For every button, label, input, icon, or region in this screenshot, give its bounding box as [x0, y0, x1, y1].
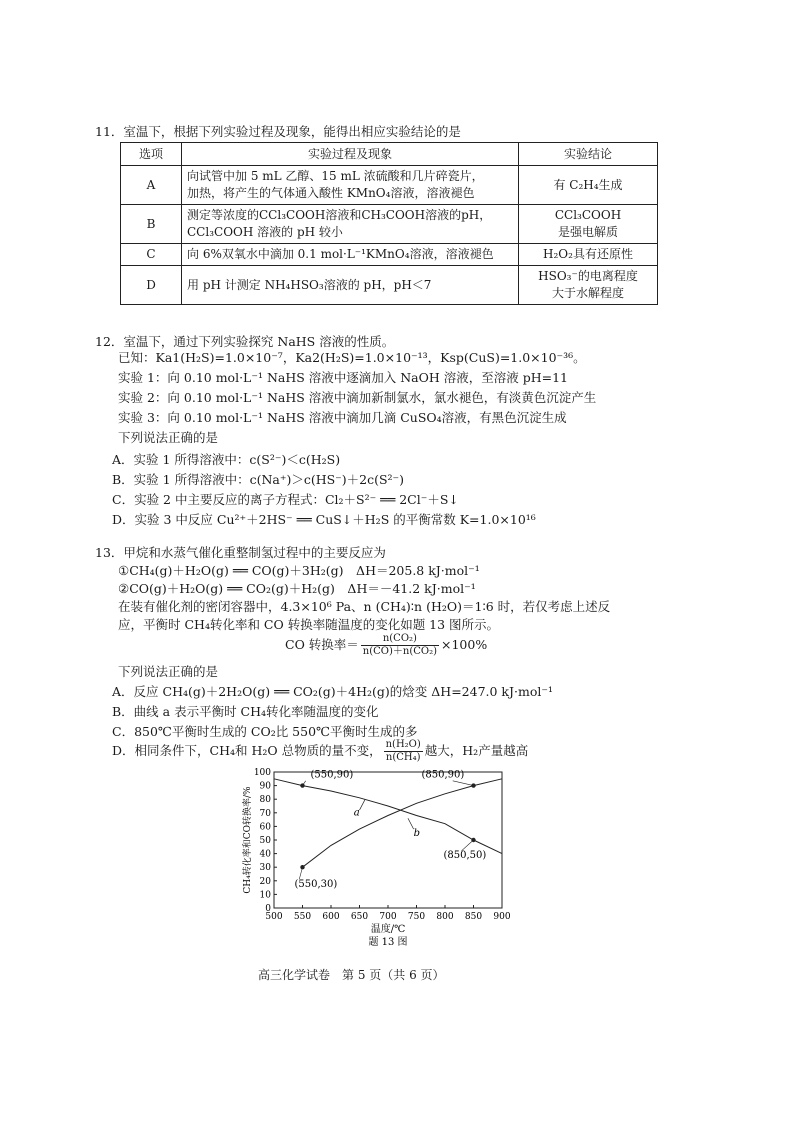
q12-exp3: 实验 3：向 0.10 mol·L⁻¹ NaHS 溶液中滴加几滴 CuSO₄溶液，有黑色沉淀生成 [118, 410, 567, 425]
q13-option-a: A．反应 CH₄(g)＋2H₂O(g) ══ CO₂(g)＋4H₂(g)的焓变 ΔH=247.0 kJ·mol⁻¹ [112, 684, 553, 699]
table-row [121, 205, 658, 244]
q11-table [120, 142, 658, 305]
option-d-numerator: n(H₂O) [385, 739, 421, 750]
q12-stem: 12．室温下，通过下列实验探究 NaHS 溶液的性质。 [95, 334, 395, 349]
q12-option-b: B．实验 1 所得溶液中：c(Na⁺)＞c(HS⁻)＋2c(S²⁻) [112, 472, 405, 487]
q13-condition-2: 应，平衡时 CH₄转化率和 CO 转换率随温度的变化如题 13 图所示。 [118, 617, 500, 632]
row-conclusion [519, 244, 658, 266]
row-option: D [121, 266, 182, 305]
row-option: C [121, 244, 182, 266]
x-tick-label: 850 [464, 912, 483, 922]
conclusion-line: HSO₃⁻的电离程度 [538, 269, 638, 283]
y-tick-label: 30 [259, 863, 271, 874]
conclusion-line: 是强电解质 [557, 225, 618, 239]
series-a-leader [360, 799, 366, 810]
table-header-process: 实验过程及现象 [182, 143, 519, 166]
data-point-label: (550,30) [294, 879, 338, 891]
row-process [182, 266, 519, 305]
y-tick-label: 40 [259, 849, 271, 860]
x-tick-label: 900 [493, 912, 511, 922]
q12-option-d: D．实验 3 中反应 Cu²⁺＋2HS⁻ ══ CuS↓＋H₂S 的平衡常数 K=1.0×10¹⁶ [112, 512, 536, 527]
q13-option-b: B．曲线 a 表示平衡时 CH₄转化率随温度的变化 [112, 704, 379, 719]
y-tick-label: 90 [259, 781, 271, 792]
q13-ask: 下列说法正确的是 [118, 664, 219, 679]
q13-reaction-1: ①CH₄(g)＋H₂O(g) ══ CO(g)＋3H₂(g) ΔH＝205.8 kJ·mol⁻¹ [118, 563, 480, 578]
formula-numerator: n(CO₂) [361, 633, 439, 646]
series-line-a [274, 779, 502, 854]
table-row [121, 166, 658, 205]
conclusion-line: 有 C₂H₄生成 [553, 177, 623, 192]
y-tick-label: 80 [259, 795, 271, 806]
q12-option-a: A．实验 1 所得溶液中：c(S²⁻)＜c(H₂S) [112, 452, 341, 467]
series-label-a: a [353, 807, 360, 819]
option-d-text: D．相同条件下，CH₄和 H₂O 总物质的量不变， [112, 743, 382, 758]
series-label-b: b [413, 827, 421, 839]
row-process [182, 166, 519, 205]
q13-reaction-2: ②CO(g)＋H₂O(g) ══ CO₂(g)＋H₂(g) ΔH＝－41.2 kJ·mol⁻¹ [118, 581, 476, 596]
formula-right: ×100% [441, 637, 488, 652]
row-process [182, 205, 519, 244]
y-tick-label: 10 [259, 890, 271, 901]
y-tick-label: 100 [253, 768, 271, 778]
y-tick-label: 20 [259, 876, 271, 887]
q12-exp2: 实验 2：向 0.10 mol·L⁻¹ NaHS 溶液中滴加新制氯水，氯水褪色，有淡黄色沉淀产生 [118, 390, 597, 405]
data-point-label: (850,90) [421, 769, 465, 781]
point-leader [453, 781, 474, 786]
process-line: 加热，将产生的气体通入酸性 KMnO₄溶液，溶液褪色 [187, 186, 475, 200]
row-process [182, 244, 519, 266]
option-d-denominator: n(CH₄) [385, 752, 421, 763]
x-tick-label: 650 [350, 912, 369, 922]
q13-option-c: C．850℃平衡时生成的 CO₂比 550℃平衡时生成的多 [112, 724, 418, 739]
row-option: B [121, 205, 182, 244]
option-d-fraction [384, 739, 423, 764]
y-tick-label: 70 [259, 808, 271, 819]
co-conversion-formula [285, 633, 487, 658]
conclusion-line: H₂O₂具有还原性 [543, 247, 633, 261]
x-tick-label: 500 [265, 912, 283, 922]
q12-option-c: C．实验 2 中主要反应的离子方程式：Cl₂＋S²⁻ ══ 2Cl⁻＋S↓ [112, 492, 459, 507]
row-conclusion [519, 205, 658, 244]
q13-chart [238, 768, 528, 958]
page-footer: 高三化学试卷 第 5 页（共 6 页） [258, 968, 445, 982]
table-header-conclusion: 实验结论 [519, 143, 658, 166]
formula-left: CO 转换率＝ [285, 637, 359, 652]
row-conclusion [519, 266, 658, 305]
q13-stem: 13．甲烷和水蒸气催化重整制氢过程中的主要反应为 [95, 545, 386, 560]
conclusion-line: 大于水解程度 [551, 286, 624, 300]
x-tick-label: 800 [436, 912, 454, 922]
q12-exp1: 实验 1：向 0.10 mol·L⁻¹ NaHS 溶液中逐滴加入 NaOH 溶液，至溶液 pH=11 [118, 370, 569, 385]
data-point-label: (550,90) [310, 769, 354, 781]
process-line: CCl₃COOH 溶液的 pH 较小 [187, 225, 343, 239]
conclusion-line: CCl₃COOH [554, 208, 622, 222]
process-line: 测定等浓度的CCl₃COOH溶液和CH₃COOH溶液的pH， [187, 208, 492, 222]
formula-denominator: n(CO)＋n(CO₂) [362, 646, 437, 657]
y-axis-label: CH₄转化率和CO转换率/% [243, 786, 253, 894]
y-tick-label: 60 [259, 822, 271, 833]
x-tick-label: 550 [293, 912, 312, 922]
process-line: 向试管中加 5 mL 乙醇、15 mL 浓硫酸和几片碎瓷片， [187, 169, 484, 183]
table-row [121, 266, 658, 305]
q13-option-d [112, 739, 528, 764]
option-d-text-end: 越大，H₂产量越高 [424, 743, 529, 758]
formula-fraction [361, 633, 439, 658]
point-leader [299, 867, 302, 879]
q12-known: 已知：Ka1(H₂S)=1.0×10⁻⁷，Ka2(H₂S)=1.0×10⁻¹³，Ksp(CuS)=1.0×10⁻³⁶。 [118, 350, 586, 365]
row-option: A [121, 166, 182, 205]
process-line: 向 6%双氧水中滴加 0.1 mol·L⁻¹KMnO₄溶液，溶液褪色 [187, 247, 494, 261]
chart-caption: 题 13 图 [368, 937, 408, 948]
process-line: 用 pH 计测定 NH₄HSO₃溶液的 pH，pH＜7 [187, 277, 432, 292]
q12-ask: 下列说法正确的是 [118, 430, 219, 445]
x-axis-label: 温度/℃ [370, 924, 406, 935]
q11-stem: 11．室温下，根据下列实验过程及现象，能得出相应实验结论的是 [95, 124, 461, 139]
data-point-label: (850,50) [443, 850, 487, 861]
table-header-option: 选项 [121, 143, 182, 166]
q13-condition-1: 在装有催化剂的密闭容器中，4.3×10⁶ Pa、n (CH₄)∶n (H₂O)＝1∶6 时，若仅考虑上述反 [118, 599, 611, 614]
y-tick-label: 50 [259, 836, 271, 846]
x-tick-label: 750 [407, 912, 426, 922]
y-tick-label: 0 [265, 904, 271, 914]
table-row [121, 244, 658, 266]
row-conclusion [519, 166, 658, 205]
x-tick-label: 600 [322, 912, 340, 922]
x-tick-label: 700 [379, 912, 397, 922]
